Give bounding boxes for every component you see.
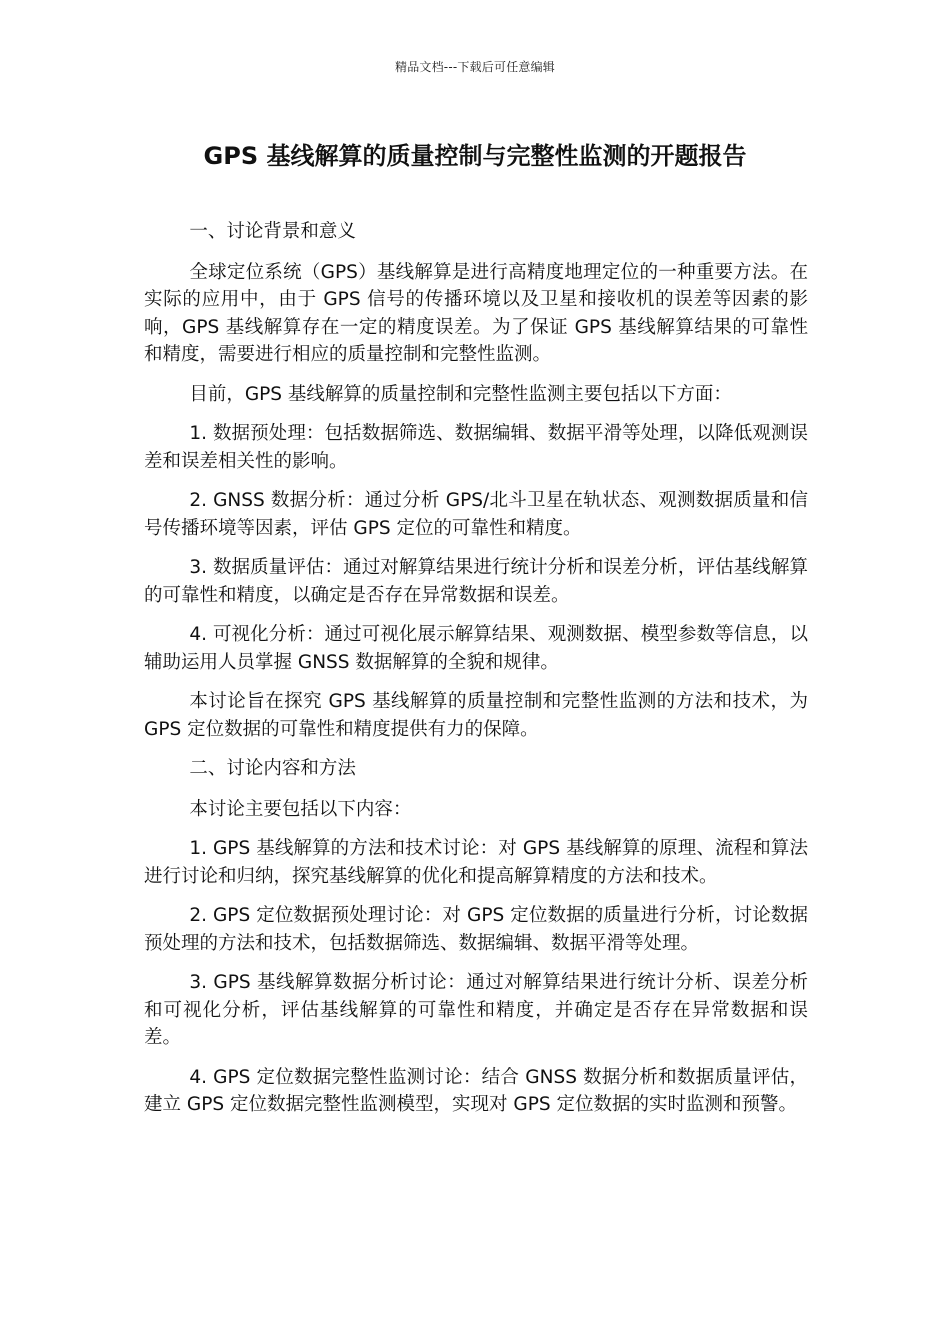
document-body — [144, 218, 808, 1131]
paragraph-current-status: 目前，GPS 基线解算的质量控制和完整性监测主要包括以下方面： — [189, 383, 732, 405]
section-heading-background: 一、讨论背景和意义 — [189, 221, 356, 242]
list-item-integrity-monitoring: 4. GPS 定位数据完整性监测讨论：结合 GNSS 数据分析和数据质量评估，建立 GPS 定位数据完整性监测模型，实现对 GPS 定位数据的实时监测和预警。 — [144, 1066, 808, 1115]
list-item-data-analysis: 3. GPS 基线解算数据分析讨论：通过对解算结果进行统计分析、误差分析和可视化分析，评估基线解算的可靠性和精度，并确定是否存在异常数据和误差。 — [144, 972, 808, 1048]
list-item-gnss-analysis: 2. GNSS 数据分析：通过分析 GPS/北斗卫星在轨状态、观测数据质量和信号传播环境等因素，评估 GPS 定位的可靠性和精度。 — [144, 490, 808, 539]
list-item-visualization: 4. 可视化分析：通过可视化展示解算结果、观测数据、模型参数等信息，以辅助运用人员掌握 GNSS 数据解算的全貌和规律。 — [144, 624, 808, 673]
paragraph-intro: 全球定位系统（GPS）基线解算是进行高精度地理定位的一种重要方法。在实际的应用中，由于 GPS 信号的传播环境以及卫星和接收机的误差等因素的影响，GPS 基线解算存在一定的精度误差。为了保证 GPS 基线解算结果的可靠性和精度，需要进行相应的质量控制和完整性监测。 — [144, 261, 808, 365]
list-item-quality-assessment: 3. 数据质量评估：通过对解算结果进行统计分析和误差分析，评估基线解算的可靠性和精度，以确定是否存在异常数据和误差。 — [144, 557, 808, 606]
document-title: GPS 基线解算的质量控制与完整性监测的开题报告 — [203, 142, 747, 170]
paragraph-content-intro: 本讨论主要包括以下内容： — [189, 798, 412, 820]
section-heading-content-methods: 二、讨论内容和方法 — [189, 758, 356, 779]
list-item-preprocessing: 1. 数据预处理：包括数据筛选、数据编辑、数据平滑等处理，以降低观测误差和误差相关性的影响。 — [144, 423, 808, 472]
page-header-note: 精品文档---下载后可任意编辑 — [395, 60, 555, 74]
list-item-baseline-methods: 1. GPS 基线解算的方法和技术讨论：对 GPS 基线解算的原理、流程和算法进行讨论和归纳，探究基线解算的优化和提高解算精度的方法和技术。 — [144, 838, 808, 887]
paragraph-purpose: 本讨论旨在探究 GPS 基线解算的质量控制和完整性监测的方法和技术，为 GPS 定位数据的可靠性和精度提供有力的保障。 — [144, 691, 808, 740]
list-item-data-preprocessing: 2. GPS 定位数据预处理讨论：对 GPS 定位数据的质量进行分析，讨论数据预处理的方法和技术，包括数据筛选、数据编辑、数据平滑等处理。 — [144, 905, 808, 954]
